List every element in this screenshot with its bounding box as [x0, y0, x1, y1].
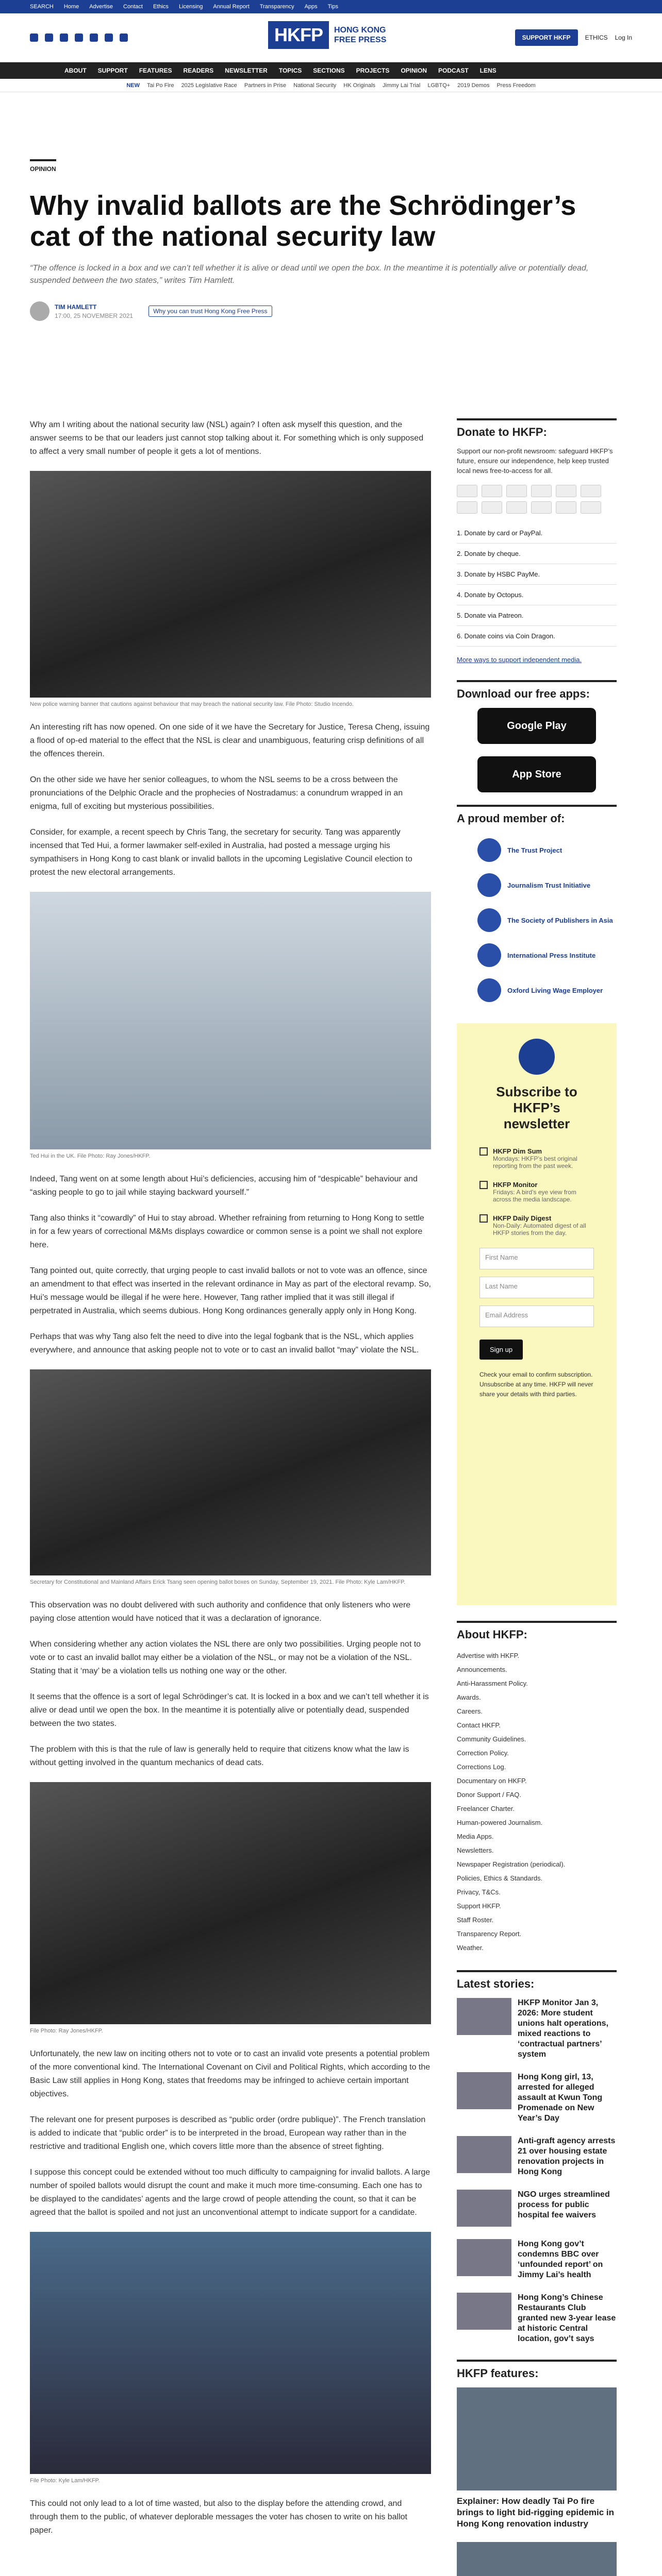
about-link[interactable]: Announcements. — [457, 1666, 507, 1673]
caption: New police warning banner that cautions against behaviour that may breach the national security law. File Photo: Studio Incendo. — [30, 701, 354, 707]
member-logo[interactable]: The Trust Project — [457, 833, 617, 868]
trend-item[interactable]: Jimmy Lai Trial — [383, 82, 421, 89]
feature-image — [457, 2542, 617, 2576]
donate-option[interactable]: 5. Donate via Patreon. — [457, 605, 617, 626]
byline — [30, 301, 632, 321]
nav-features[interactable]: FEATURES — [139, 67, 172, 74]
story-item[interactable]: Hong Kong’s Chinese Restaurants Club granted new 3-year lease at historic Central location, gov’t says — [457, 2293, 617, 2344]
about-link[interactable]: Careers. — [457, 1707, 483, 1715]
tips-link[interactable]: Tips — [327, 4, 339, 10]
apps-link[interactable]: Apps — [304, 4, 318, 10]
rss-icon[interactable] — [120, 33, 128, 42]
main-nav — [0, 62, 662, 79]
paragraph: Why am I writing about the national security law (NSL) again? I often ask myself this question, and the answer seems to be that our leaders just cannot stop talking about it. For something which is only supposed to affect a very small number of people it gets a lot of mentions. — [30, 420, 424, 456]
paragraph: The problem with this is that the rule of law is generally held to require that citizens know what the law is without getting involved in the quantum mechanics of dead cats. — [30, 1745, 409, 1767]
nav-newsletter[interactable]: NEWSLETTER — [225, 67, 268, 74]
about-link[interactable]: Support HKFP. — [457, 1902, 501, 1910]
trend-item[interactable]: Tai Po Fire — [146, 82, 174, 89]
author-avatar — [30, 301, 49, 321]
figure — [30, 892, 431, 1160]
donate-heading: Donate to HKFP: — [457, 418, 617, 439]
nav-topics[interactable]: TOPICS — [278, 67, 302, 74]
more-ways-link[interactable]: More ways to support independent media. — [457, 656, 582, 664]
paragraph: The relevant one for present purposes is described as “public order (ordre publique)”. The French translation is added to indicate that “public order” is to be interpreted in the broad, European way rather than in the restrictive and traditional English one, which covers little more than the absence of street fighting. — [30, 2115, 426, 2151]
nav-support[interactable]: SUPPORT — [97, 67, 128, 74]
about-link[interactable]: Policies, Ethics & Standards. — [457, 1874, 543, 1882]
section-label[interactable]: OPINION — [30, 159, 56, 173]
figure — [30, 1369, 431, 1586]
about-link[interactable]: Correction Policy. — [457, 1749, 509, 1757]
living-wage-icon — [477, 978, 501, 1002]
new-tag: NEW — [126, 82, 140, 89]
linkedin-icon[interactable] — [105, 33, 113, 42]
paragraph: An interesting rift has now opened. On one side of it we have the Secretary for Justice, Teresa Cheng, issuing a flood of op-ed material to the effect that the NSL is clear and unambiguous, featuring crisp definitions of all the offences therein. — [30, 723, 430, 758]
paragraph: Tang also thinks it “cowardly” of Hui to stay abroad. Whether refraining from returning to Hong Kong to settle in for a few years of correctional M&Ms displays cowardice or common sense is a point we shall not explore here. — [30, 1214, 424, 1249]
feature-item[interactable] — [457, 2542, 617, 2576]
telegram-icon[interactable] — [90, 33, 98, 42]
trend-item[interactable]: 2025 Legislative Race — [181, 82, 237, 89]
donate-option[interactable]: 1. Donate by card or PayPal. — [457, 523, 617, 544]
octopus-icon — [457, 501, 477, 514]
first-name-field[interactable]: First Name — [479, 1248, 594, 1269]
features-heading: HKFP features: — [457, 2360, 617, 2380]
mastercard-icon — [457, 485, 477, 497]
trust-link[interactable]: Why you can trust Hong Kong Free Press — [148, 306, 272, 317]
paragraph: This observation was no doubt delivered with such authority and confidence that only listeners who were paying close attention would have noticed that it was a declaration of ignorance. — [30, 1601, 411, 1623]
paypal-icon — [531, 485, 552, 497]
email-field[interactable]: Email Address — [479, 1306, 594, 1327]
about-link[interactable]: Newsletters. — [457, 1846, 494, 1854]
amex-icon — [506, 485, 527, 497]
nav-lens[interactable]: LENS — [479, 67, 496, 74]
trend-item[interactable]: Press Freedom — [496, 82, 536, 89]
about-link[interactable]: Freelancer Charter. — [457, 1805, 515, 1812]
annual-report-link[interactable]: Annual Report — [213, 4, 250, 10]
paragraph: This could not only lead to a lot of time wasted, but also to the display before the attending crowd, and through them to the public, of whatever deplorable messages the voter has chosen to write on his ballot paper. — [30, 2499, 407, 2535]
paragraph: I suppose this concept could be extended without too much difficulty to campaigning for invalid ballots. A large number of spoiled ballots would disrupt the count and make it much more time-consuming. Each one has to be displayed to the candidates’ agents and the large crowd of people attending the count, so that it can be agreed that the ballot is spoiled and not just an unconventional attempt to indicate support for a candidate. — [30, 2168, 431, 2217]
utility-bar — [0, 0, 662, 13]
trend-item[interactable]: National Security — [293, 82, 337, 89]
story-thumb — [457, 2136, 511, 2173]
hkfp-badge-icon — [519, 1039, 555, 1075]
about-link[interactable]: Documentary on HKFP. — [457, 1777, 527, 1785]
about-link[interactable]: Transparency Report. — [457, 1930, 522, 1938]
about-link[interactable]: Media Apps. — [457, 1833, 494, 1840]
trend-item[interactable]: HK Originals — [343, 82, 376, 89]
nav-projects[interactable]: PROJECTS — [356, 67, 390, 74]
youtube-icon[interactable] — [75, 33, 83, 42]
transparency-link[interactable]: Transparency — [259, 4, 294, 10]
photo-police — [30, 1782, 431, 2024]
checkbox[interactable] — [479, 1147, 488, 1156]
paragraph: Perhaps that was why Tang also felt the need to dive into the legal fogbank that is the NSL, which applies everywhere, and announce that asking people not to vote or to cast an invalid ballot “may” violate the NSL. — [30, 1332, 419, 1354]
article-body — [30, 418, 431, 2550]
applepay-icon — [581, 485, 601, 497]
payme-icon — [482, 501, 502, 514]
caption: File Photo: Ray Jones/HKFP. — [30, 2028, 103, 2034]
donate-text[interactable]: Support our non-profit newsroom: safeguard HKFP’s future, ensure our independence, help keep trusted local news free-to-access for all. — [457, 447, 613, 474]
feature-item[interactable]: Explainer: How deadly Tai Po fire brings to light bid-rigging epidemic in Hong Kong renovation industry — [457, 2387, 617, 2530]
about-list — [457, 1649, 617, 1955]
trust-project-icon — [477, 838, 501, 862]
newsletter-box: Subscribe to HKFP’s newsletter HKFP Dim Sum Mondays: HKFP’s best original reporting from the past week. HKFP Monitor Fridays: A bird’s eye view from across the media landscape. HKFP Daily Digest Non-Daily: Automated digest of all HKFP stories from the day. First Name Last Name Email Address Sign up Check your email to confirm subscription. Unsubscribe at any time. HKFP will never share your details with third parties. — [457, 1023, 617, 1605]
about-link[interactable]: Community Guidelines. — [457, 1735, 526, 1743]
story-thumb — [457, 2190, 511, 2227]
story-thumb — [457, 2293, 511, 2330]
alipay-icon — [531, 501, 552, 514]
latest-heading: Latest stories: — [457, 1970, 617, 1991]
about-link[interactable]: Anti-Harassment Policy. — [457, 1680, 528, 1687]
ipi-icon — [477, 943, 501, 967]
about-link[interactable]: Human-powered Journalism. — [457, 1819, 543, 1826]
donate-option[interactable]: 6. Donate coins via Coin Dragon. — [457, 626, 617, 647]
nav-sections[interactable]: SECTIONS — [313, 67, 345, 74]
publish-date: 17:00, 25 NOVEMBER 2021 — [55, 312, 134, 319]
author-name[interactable]: TIM HAMLETT — [55, 303, 97, 311]
site-logo[interactable]: HKFP HONG KONG FREE PRESS — [268, 21, 386, 49]
sidebar — [457, 418, 617, 2576]
about-link[interactable]: Contact HKFP. — [457, 1721, 501, 1729]
donate-option[interactable]: 4. Donate by Octopus. — [457, 585, 617, 605]
paragraph: Unfortunately, the new law on inciting others not to vote or to cast an invalid vote presents a potential problem of the more conventional kind. The International Covenant on Civil and Political Rights, which according to the Basic Law still applies in Hong Kong, states that freedoms may be infringed to achieve certain important objectives. — [30, 2049, 431, 2098]
jti-icon — [477, 873, 501, 897]
story-item[interactable]: Hong Kong girl, 13, arrested for alleged assault at Kwun Tong Promenade on New Year’s Day — [457, 2072, 617, 2124]
sopa-icon — [477, 908, 501, 932]
nav-podcast[interactable]: PODCAST — [438, 67, 469, 74]
gpay-icon — [556, 485, 576, 497]
donate-option[interactable]: 3. Donate by HSBC PayMe. — [457, 564, 617, 585]
paragraph: On the other side we have her senior colleagues, to whom the NSL seems to be a cross between the pronunciations of the Delphic Oracle and the prophecies of Nostradamus: a conundrum wrapped in an enigma, full of exciting but mysterious possibilities. — [30, 775, 403, 811]
wechat-icon — [556, 501, 576, 514]
figure — [30, 471, 431, 708]
about-link[interactable]: Corrections Log. — [457, 1763, 506, 1771]
caption: File Photo: Kyle Lam/HKFP. — [30, 2478, 100, 2484]
member-logo[interactable]: The Society of Publishers in Asia — [457, 903, 617, 938]
photo-ballot-boxes — [30, 1369, 431, 1575]
nav-readers[interactable]: READERS — [183, 67, 214, 74]
contact-link[interactable]: Contact — [123, 4, 143, 10]
about-heading: About HKFP: — [457, 1621, 617, 1641]
search-link[interactable]: SEARCH — [30, 4, 54, 10]
about-link[interactable]: Newspaper Registration (periodical). — [457, 1860, 566, 1868]
story-item[interactable]: HKFP Monitor Jan 3, 2026: More student unions halt operations, mixed reactions to ‘contractual partners’ system — [457, 1998, 617, 2060]
payment-icons — [457, 485, 617, 514]
bank-icon — [581, 501, 601, 514]
figure — [30, 2232, 431, 2485]
story-thumb — [457, 2239, 511, 2276]
fps-icon — [506, 501, 527, 514]
masthead — [0, 13, 662, 62]
paragraph: When considering whether any action violates the NSL there are only two possibilities. Urging people not to vote or to cast an invalid ballot may either be a violation of the NSL, or may not be a violation of the NSL. Stating that it ‘may’ be a violation tells us nothing one way or the other. — [30, 1640, 421, 1675]
paragraph: Consider, for example, a recent speech by Chris Tang, the secretary for security. Tang was apparently incensed that Ted Hui, a former lawmaker self-exiled in Australia, had posted a message urging his sympathisers in Hong Kong to cast blank or invalid ballots in the upcoming Legislative Council election to protest the new electoral arrangements. — [30, 828, 412, 877]
paragraph: Tang pointed out, quite correctly, that urging people to cast invalid ballots or not to vote was an offence, since an amendment to that effect was inserted in the relevant ordinance in May as part of the electoral revamp. So, Hui’s message would be illegal if he were here. However, Tang rather implied that it was still illegal if perpetrated in Australia, which seems dubious. Hong Kong ordinances generally apply only in Hong Kong. — [30, 1266, 431, 1315]
caption: Secretary for Constitutional and Mainland Affairs Erick Tsang seen opening ballot boxes on Sunday, September 19, 2021. File Photo: Kyle Lam/HKFP. — [30, 1579, 406, 1585]
app-store-button[interactable]: App Store — [477, 756, 596, 792]
support-button[interactable]: SUPPORT HKFP — [515, 29, 578, 46]
nav-about[interactable]: ABOUT — [64, 67, 87, 74]
feature-image — [457, 2387, 617, 2490]
about-link[interactable]: Advertise with HKFP. — [457, 1652, 520, 1659]
trend-item[interactable]: Partners in Prise — [244, 82, 287, 89]
caption: Ted Hui in the UK. File Photo: Ray Jones/HKFP. — [30, 1153, 151, 1159]
licensing-link[interactable]: Licensing — [178, 4, 203, 10]
checkbox[interactable] — [479, 1181, 488, 1189]
nav-opinion[interactable]: OPINION — [401, 67, 427, 74]
visa-icon — [482, 485, 502, 497]
story-item[interactable]: NGO urges streamlined process for public hospital fee waivers — [457, 2190, 617, 2227]
article-title: Why invalid ballots are the Schrödinger’s cat of the national security law — [30, 190, 576, 252]
login-link[interactable]: Log In — [615, 34, 632, 41]
about-link[interactable]: Staff Roster. — [457, 1916, 494, 1924]
home-link[interactable]: Home — [63, 4, 79, 10]
checkbox[interactable] — [479, 1214, 488, 1223]
about-link[interactable]: Privacy, T&Cs. — [457, 1888, 501, 1896]
newsletter-title: Subscribe to HKFP’s newsletter — [496, 1084, 577, 1131]
about-link[interactable]: Awards. — [457, 1693, 481, 1701]
story-thumb — [457, 2072, 511, 2109]
donate-option[interactable]: 2. Donate by cheque. — [457, 544, 617, 564]
story-thumb — [457, 1998, 511, 2035]
about-link[interactable]: Weather. — [457, 1944, 484, 1952]
photo-ted-hui — [30, 892, 431, 1149]
paragraph: Indeed, Tang went on at some length about Hui’s deficiencies, accusing him of “despicable” behaviour and “asking people to go to jail while staying backward yourself.” — [30, 1175, 418, 1197]
article-lead: “The offence is locked in a box and we can’t tell whether it is alive or dead until we open the box. In the meantime it is potentially alive or potentially dead, suspended between the two states,” writes Tim Hamlett. — [30, 264, 589, 285]
signup-note: Check your email to confirm subscription. Unsubscribe at any time. HKFP will never share your details with third parties. — [479, 1371, 593, 1398]
members-heading: A proud member of: — [457, 805, 617, 825]
trending-bar — [0, 79, 662, 92]
member-logo[interactable]: Oxford Living Wage Employer — [457, 973, 617, 1008]
about-link[interactable]: Donor Support / FAQ. — [457, 1791, 522, 1799]
member-logo[interactable]: Journalism Trust Initiative — [457, 868, 617, 903]
twitter-icon[interactable] — [45, 33, 53, 42]
instagram-icon[interactable] — [60, 33, 68, 42]
facebook-icon[interactable] — [30, 33, 38, 42]
paragraph: It seems that the offence is a sort of legal Schrödinger’s cat. It is locked in a box and we can’t tell whether it is alive or dead until we open the box. In the meantime it is potentially alive or potentially dead, suspended between the two states. — [30, 1692, 429, 1728]
google-play-button[interactable]: Google Play — [477, 708, 596, 744]
story-item[interactable]: Hong Kong gov’t condemns BBC over ‘unfounded report’ on Jimmy Lai’s health — [457, 2239, 617, 2280]
last-name-field[interactable]: Last Name — [479, 1277, 594, 1298]
advertise-link[interactable]: Advertise — [89, 4, 113, 10]
article-header — [0, 92, 662, 321]
social-icons — [30, 33, 128, 42]
story-item[interactable]: Anti-graft agency arrests 21 over housing estate renovation projects in Hong Kong — [457, 2136, 617, 2177]
ethics-link-header[interactable]: ETHICS — [585, 34, 608, 41]
member-logo[interactable]: International Press Institute — [457, 938, 617, 973]
figure — [30, 1782, 431, 2035]
ethics-link[interactable]: Ethics — [153, 4, 169, 10]
trend-item[interactable]: 2019 Demos — [457, 82, 490, 89]
apps-heading: Download our free apps: — [457, 680, 617, 701]
photo-protest-banner — [30, 471, 431, 698]
photo-count — [30, 2232, 431, 2474]
signup-button[interactable]: Sign up — [479, 1340, 523, 1360]
trend-item[interactable]: LGBTQ+ — [427, 82, 451, 89]
